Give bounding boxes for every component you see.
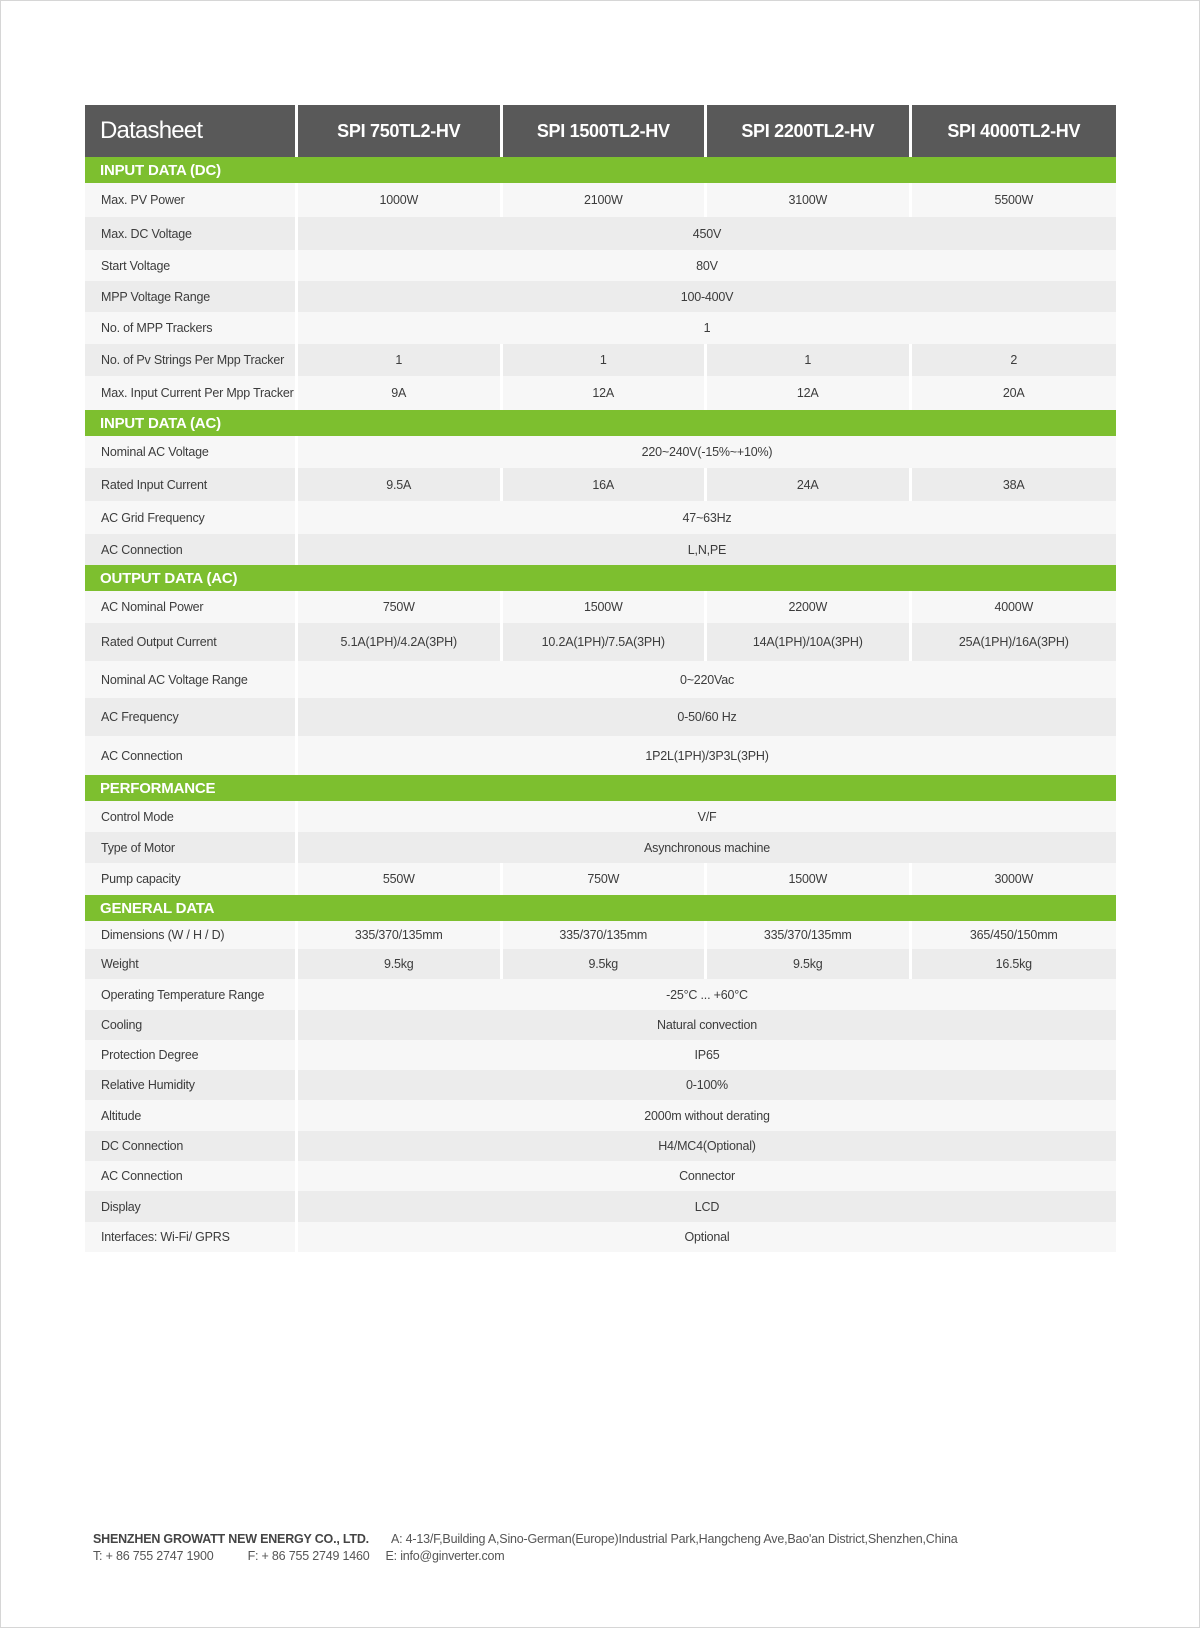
spec-value: 1 xyxy=(707,344,912,376)
spec-label: Relative Humidity xyxy=(85,1070,298,1100)
spec-row xyxy=(85,832,1116,863)
spec-value: 16A xyxy=(503,468,708,501)
spec-value: 12A xyxy=(503,376,708,410)
spec-value: 1500W xyxy=(707,863,912,895)
spec-row xyxy=(85,436,1116,468)
spec-value: 3100W xyxy=(707,183,912,217)
spec-value: 20A xyxy=(912,376,1117,410)
spec-value: 335/370/135mm xyxy=(298,921,503,949)
spec-row xyxy=(85,376,1116,410)
model-header: SPI 4000TL2-HV xyxy=(912,105,1117,157)
spec-value: 0~220Vac xyxy=(298,661,1116,698)
spec-value: 16.5kg xyxy=(912,949,1117,979)
section-title: INPUT DATA (AC) xyxy=(85,410,1116,436)
spec-label: Protection Degree xyxy=(85,1040,298,1070)
spec-label: AC Frequency xyxy=(85,698,298,736)
spec-value: V/F xyxy=(298,801,1116,832)
spec-row xyxy=(85,1161,1116,1191)
spec-row xyxy=(85,281,1116,312)
spec-row xyxy=(85,501,1116,534)
spec-value: 1500W xyxy=(503,591,708,623)
spec-row xyxy=(85,344,1116,376)
spec-label: MPP Voltage Range xyxy=(85,281,298,312)
datasheet-table xyxy=(85,105,1116,1252)
spec-row xyxy=(85,698,1116,736)
spec-value: 10.2A(1PH)/7.5A(3PH) xyxy=(503,623,708,661)
spec-row xyxy=(85,250,1116,281)
datasheet-title: Datasheet xyxy=(85,105,298,157)
spec-row xyxy=(85,949,1116,979)
spec-value: 0-50/60 Hz xyxy=(298,698,1116,736)
spec-value: 1 xyxy=(298,344,503,376)
spec-row xyxy=(85,1040,1116,1070)
spec-value: Asynchronous machine xyxy=(298,832,1116,863)
spec-value: -25°C ... +60°C xyxy=(298,979,1116,1010)
spec-value: 220~240V(-15%~+10%) xyxy=(298,436,1116,468)
spec-value: 2000m without derating xyxy=(298,1100,1116,1131)
spec-value: Optional xyxy=(298,1222,1116,1252)
fax-number: F: + 86 755 2749 1460 xyxy=(247,1549,370,1563)
spec-label: AC Connection xyxy=(85,1161,298,1191)
spec-row xyxy=(85,661,1116,698)
footer-line-2 xyxy=(93,1548,957,1565)
spec-label: Weight xyxy=(85,949,298,979)
spec-row xyxy=(85,1131,1116,1161)
spec-row xyxy=(85,183,1116,217)
spec-value: 1 xyxy=(298,312,1116,344)
company-name: SHENZHEN GROWATT NEW ENERGY CO., LTD. xyxy=(93,1532,369,1546)
spec-value: 12A xyxy=(707,376,912,410)
model-header: SPI 750TL2-HV xyxy=(298,105,503,157)
spec-label: Rated Input Current xyxy=(85,468,298,501)
spec-row xyxy=(85,921,1116,949)
spec-row xyxy=(85,312,1116,344)
section-title: PERFORMANCE xyxy=(85,775,1116,801)
datasheet-body xyxy=(85,157,1116,1252)
spec-value: 1 xyxy=(503,344,708,376)
spec-value: 100-400V xyxy=(298,281,1116,312)
section-header-row xyxy=(85,895,1116,921)
spec-row xyxy=(85,1010,1116,1040)
spec-row xyxy=(85,863,1116,895)
spec-value: 750W xyxy=(298,591,503,623)
spec-value: 47~63Hz xyxy=(298,501,1116,534)
spec-value: 9.5kg xyxy=(298,949,503,979)
company-address: A: 4-13/F,Building A,Sino-German(Europe)Industrial Park,Hangcheng Ave,Bao'an District,Shenzhen,China xyxy=(390,1532,958,1546)
spec-value: Natural convection xyxy=(298,1010,1116,1040)
section-header-row xyxy=(85,157,1116,183)
spec-value: 24A xyxy=(707,468,912,501)
spec-label: Control Mode xyxy=(85,801,298,832)
spec-value: 80V xyxy=(298,250,1116,281)
spec-value: 14A(1PH)/10A(3PH) xyxy=(707,623,912,661)
spec-value: 2200W xyxy=(707,591,912,623)
spec-row xyxy=(85,1222,1116,1252)
section-title: OUTPUT DATA (AC) xyxy=(85,565,1116,591)
spec-row xyxy=(85,1100,1116,1131)
spec-value: 1P2L(1PH)/3P3L(3PH) xyxy=(298,736,1116,775)
spec-value: 38A xyxy=(912,468,1117,501)
model-header: SPI 2200TL2-HV xyxy=(707,105,912,157)
section-header-row xyxy=(85,410,1116,436)
spec-value: IP65 xyxy=(298,1040,1116,1070)
footer xyxy=(93,1531,957,1565)
spec-value: 335/370/135mm xyxy=(503,921,708,949)
spec-value: 365/450/150mm xyxy=(912,921,1117,949)
spec-row xyxy=(85,534,1116,565)
email-address: E: info@ginverter.com xyxy=(385,1549,505,1563)
spec-value: Connector xyxy=(298,1161,1116,1191)
phone-number: T: + 86 755 2747 1900 xyxy=(93,1549,214,1563)
spec-value: 25A(1PH)/16A(3PH) xyxy=(912,623,1117,661)
spec-row xyxy=(85,591,1116,623)
spec-label: Nominal AC Voltage xyxy=(85,436,298,468)
spec-value: 4000W xyxy=(912,591,1117,623)
spec-label: Max. Input Current Per Mpp Tracker xyxy=(85,376,298,410)
spec-label: Rated Output Current xyxy=(85,623,298,661)
spec-row xyxy=(85,801,1116,832)
spec-row xyxy=(85,736,1116,775)
header-row xyxy=(85,105,1116,157)
spec-label: Dimensions (W / H / D) xyxy=(85,921,298,949)
spec-label: Display xyxy=(85,1191,298,1222)
spec-label: AC Grid Frequency xyxy=(85,501,298,534)
spec-value: 2100W xyxy=(503,183,708,217)
spec-label: AC Connection xyxy=(85,534,298,565)
spec-value: 750W xyxy=(503,863,708,895)
spec-value: LCD xyxy=(298,1191,1116,1222)
spec-label: Max. DC Voltage xyxy=(85,217,298,250)
spec-label: Nominal AC Voltage Range xyxy=(85,661,298,698)
spec-value: 2 xyxy=(912,344,1117,376)
spec-row xyxy=(85,468,1116,501)
spec-value: 5500W xyxy=(912,183,1117,217)
spec-label: DC Connection xyxy=(85,1131,298,1161)
spec-row xyxy=(85,623,1116,661)
spec-value: L,N,PE xyxy=(298,534,1116,565)
spec-value: 0-100% xyxy=(298,1070,1116,1100)
spec-value: 9.5A xyxy=(298,468,503,501)
spec-label: AC Connection xyxy=(85,736,298,775)
spec-value: 1000W xyxy=(298,183,503,217)
spec-label: No. of Pv Strings Per Mpp Tracker xyxy=(85,344,298,376)
section-title: GENERAL DATA xyxy=(85,895,1116,921)
spec-label: Cooling xyxy=(85,1010,298,1040)
spec-label: Interfaces: Wi-Fi/ GPRS xyxy=(85,1222,298,1252)
spec-value: 9.5kg xyxy=(503,949,708,979)
spec-value: 3000W xyxy=(912,863,1117,895)
section-header-row xyxy=(85,775,1116,801)
spec-label: Start Voltage xyxy=(85,250,298,281)
spec-label: AC Nominal Power xyxy=(85,591,298,623)
model-header: SPI 1500TL2-HV xyxy=(503,105,708,157)
spec-value: 9A xyxy=(298,376,503,410)
spec-label: Pump capacity xyxy=(85,863,298,895)
footer-line-1 xyxy=(93,1531,957,1548)
spec-label: Max. PV Power xyxy=(85,183,298,217)
spec-row xyxy=(85,217,1116,250)
spec-value: 9.5kg xyxy=(707,949,912,979)
section-title: INPUT DATA (DC) xyxy=(85,157,1116,183)
spec-value: 550W xyxy=(298,863,503,895)
spec-row xyxy=(85,1070,1116,1100)
spec-value: 5.1A(1PH)/4.2A(3PH) xyxy=(298,623,503,661)
spec-label: Operating Temperature Range xyxy=(85,979,298,1010)
spec-value: H4/MC4(Optional) xyxy=(298,1131,1116,1161)
spec-label: No. of MPP Trackers xyxy=(85,312,298,344)
spec-value: 450V xyxy=(298,217,1116,250)
section-header-row xyxy=(85,565,1116,591)
spec-row xyxy=(85,979,1116,1010)
spec-label: Type of Motor xyxy=(85,832,298,863)
spec-row xyxy=(85,1191,1116,1222)
spec-label: Altitude xyxy=(85,1100,298,1131)
spec-value: 335/370/135mm xyxy=(707,921,912,949)
